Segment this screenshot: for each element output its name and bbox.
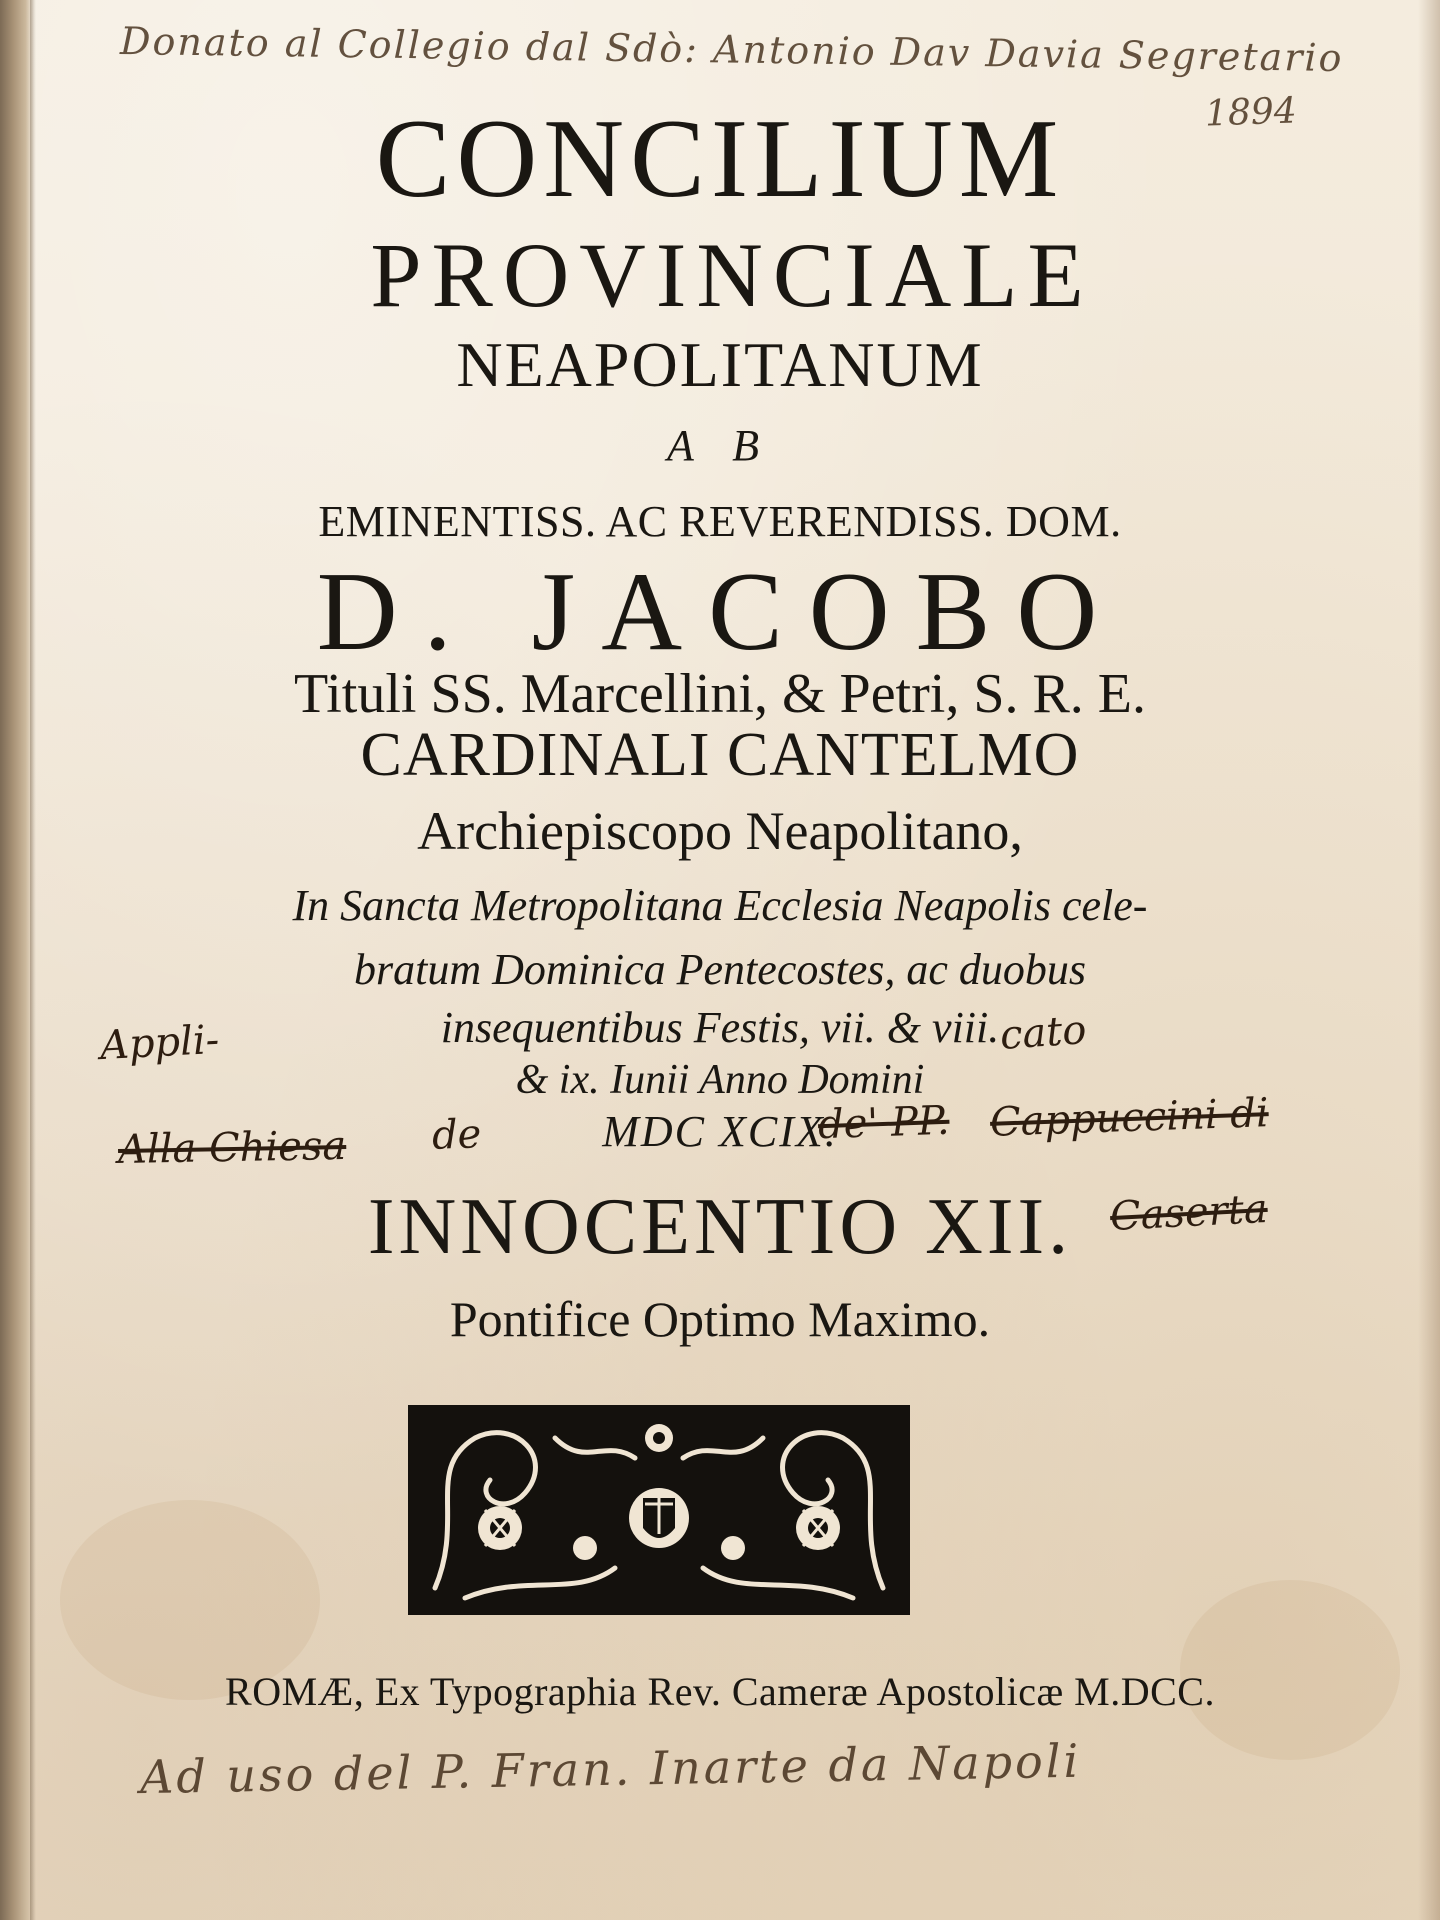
title-pontifice: Pontifice Optimo Maximo. bbox=[449, 1291, 991, 1347]
title-innocentio: INNOCENTIO XII. bbox=[367, 1183, 1073, 1271]
title-in-sancta: In Sancta Metropolitana Ecclesia Neapolis cele- bbox=[292, 881, 1148, 930]
annotation-padri: de' PP. bbox=[817, 1097, 951, 1149]
annotation-de: de bbox=[431, 1111, 483, 1159]
title-bratum: bratum Dominica Pentecostes, ac duobus bbox=[354, 945, 1086, 994]
title-ab: A B bbox=[667, 421, 773, 470]
floral-woodcut-vignette-icon bbox=[405, 1398, 913, 1620]
title-provinciale: PROVINCIALE bbox=[370, 224, 1094, 326]
title-concilium: CONCILIUM bbox=[375, 97, 1065, 221]
page-edge-shadow bbox=[1418, 0, 1440, 1920]
title-year-mdcxcix: MDC XCIX. bbox=[602, 1107, 838, 1156]
title-cardinali: CARDINALI CANTELMO bbox=[360, 721, 1080, 789]
annotation-appli: Appli- bbox=[98, 1016, 221, 1070]
ownership-inscription: Ad uso del P. Fran. Inarte da Napoli bbox=[139, 1733, 1082, 1805]
spine-shadow bbox=[30, 0, 36, 1920]
title-archiepiscopo: Archiepiscopo Neapolitano, bbox=[417, 801, 1023, 861]
annotation-cappuccini: Cappuccini di bbox=[989, 1090, 1270, 1146]
imprint: ROMÆ, Ex Typographia Rev. Cameræ Apostolicæ M.DCC. bbox=[225, 1669, 1215, 1714]
annotation-alla-chiesa: Alla Chiesa bbox=[117, 1123, 347, 1173]
book-spine bbox=[0, 0, 34, 1920]
title-insequentibus: insequentibus Festis, vii. & viii. bbox=[440, 1003, 1000, 1052]
title-ix-iunii: & ix. Iunii Anno Domini bbox=[515, 1057, 925, 1103]
title-tituli: Tituli SS. Marcellini, & Petri, S. R. E. bbox=[293, 663, 1147, 725]
title-neapolitanum: NEAPOLITANUM bbox=[456, 329, 984, 400]
title-eminentiss: EMINENTISS. AC REVERENDISS. DOM. bbox=[318, 497, 1122, 546]
annotation-caserta: Caserta bbox=[1108, 1185, 1269, 1241]
title-jacobo: D. JACOBO bbox=[316, 550, 1124, 674]
donation-inscription: Donato al Collegio dal Sdò: Antonio Dav Davia Segretario bbox=[119, 18, 1344, 81]
annotation-cato: cato bbox=[998, 1007, 1088, 1059]
inscription-year: 1894 bbox=[1204, 90, 1298, 135]
